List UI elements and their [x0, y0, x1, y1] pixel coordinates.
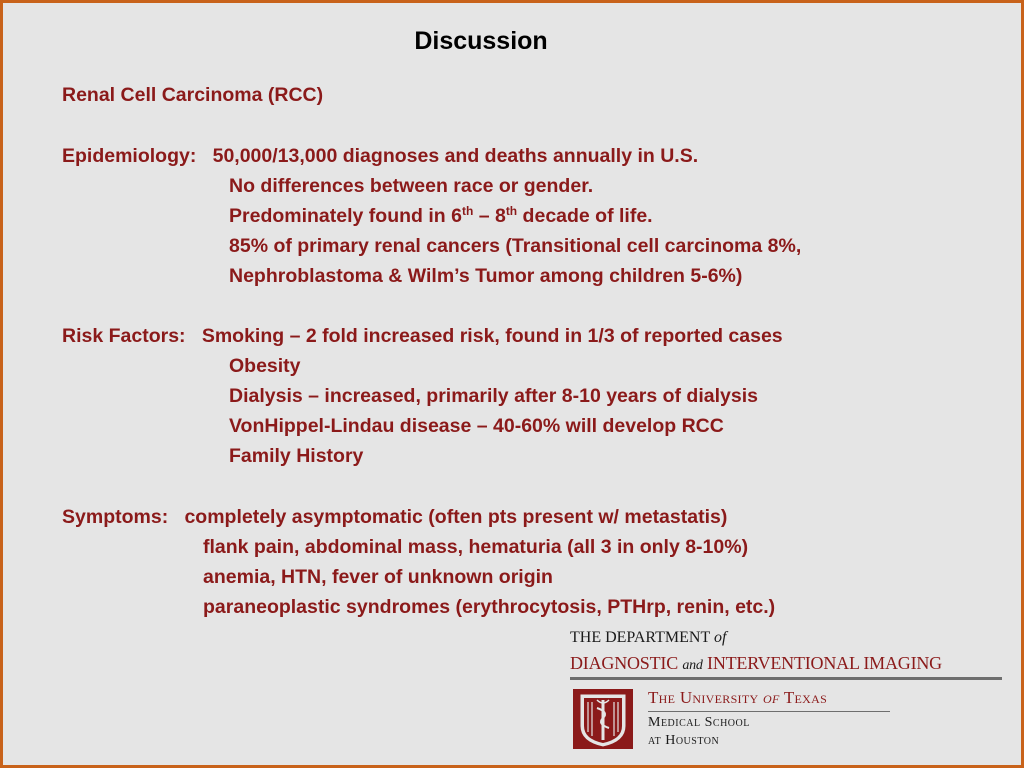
epidemiology-line-3-mid: – 8 [473, 205, 506, 227]
superscript-th: th [505, 204, 518, 218]
department-word-diagnostic: DIAGNOSTIC [570, 653, 678, 673]
medical-school-label: Medical School [648, 715, 750, 730]
risk-factor-item: VonHippel-Lindau disease – 40-60% will develop RCC [229, 415, 724, 437]
epidemiology-line-4: 85% of primary renal cancers (Transitional cell carcinoma 8%, [229, 235, 802, 257]
epidemiology-line-5: Nephroblastoma & Wilm’s Tumor among children 5-6%) [229, 265, 743, 287]
slide-title: Discussion [414, 27, 548, 55]
university-divider [648, 711, 890, 712]
risk-factor-item: Family History [229, 445, 364, 467]
houston-label: at Houston [648, 733, 720, 748]
department-word-imaging: INTERVENTIONAL IMAGING [707, 653, 942, 673]
university-name-text: The University [648, 688, 759, 707]
epidemiology-line-2: No differences between race or gender. [229, 175, 594, 197]
department-name [570, 653, 942, 674]
department-of: of [713, 629, 727, 646]
university-texas: Texas [783, 688, 828, 707]
epidemiology-first: 50,000/13,000 diagnoses and deaths annually in U.S. [212, 145, 699, 167]
epidemiology-line [62, 144, 698, 168]
logo-divider [570, 677, 1002, 680]
section-heading: Renal Cell Carcinoma (RCC) [62, 84, 324, 106]
epidemiology-label: Epidemiology: [62, 145, 197, 167]
risk-factor-item: Obesity [229, 355, 301, 377]
university-name [648, 688, 827, 708]
slide [3, 3, 1021, 765]
symptoms-label: Symptoms: [62, 506, 169, 528]
symptoms-first: completely asymptomatic (often pts present w/ metastatis) [184, 506, 728, 528]
university-of: of [763, 688, 780, 707]
epidemiology-line-3 [229, 204, 653, 228]
epidemiology-line-3-text: Predominately found in 6 [229, 205, 462, 227]
risk-factors-line [62, 324, 783, 348]
department-prefix-text: THE DEPARTMENT [570, 629, 710, 646]
ut-seal-icon [572, 688, 634, 750]
symptom-item: paraneoplastic syndromes (erythrocytosis, PTHrp, renin, etc.) [203, 596, 776, 618]
epidemiology-line-3-end: decade of life. [517, 205, 653, 227]
symptom-item: anemia, HTN, fever of unknown origin [203, 566, 553, 588]
department-prefix [570, 629, 726, 647]
department-and: and [682, 658, 703, 673]
superscript-th: th [461, 204, 474, 218]
risk-factor-item: Dialysis – increased, primarily after 8-10 years of dialysis [229, 385, 758, 407]
risk-factors-label: Risk Factors: [62, 325, 186, 347]
symptom-item: flank pain, abdominal mass, hematuria (all 3 in only 8-10%) [203, 536, 749, 558]
risk-factors-first: Smoking – 2 fold increased risk, found in 1/3 of reported cases [201, 325, 783, 347]
symptoms-line [62, 505, 727, 529]
